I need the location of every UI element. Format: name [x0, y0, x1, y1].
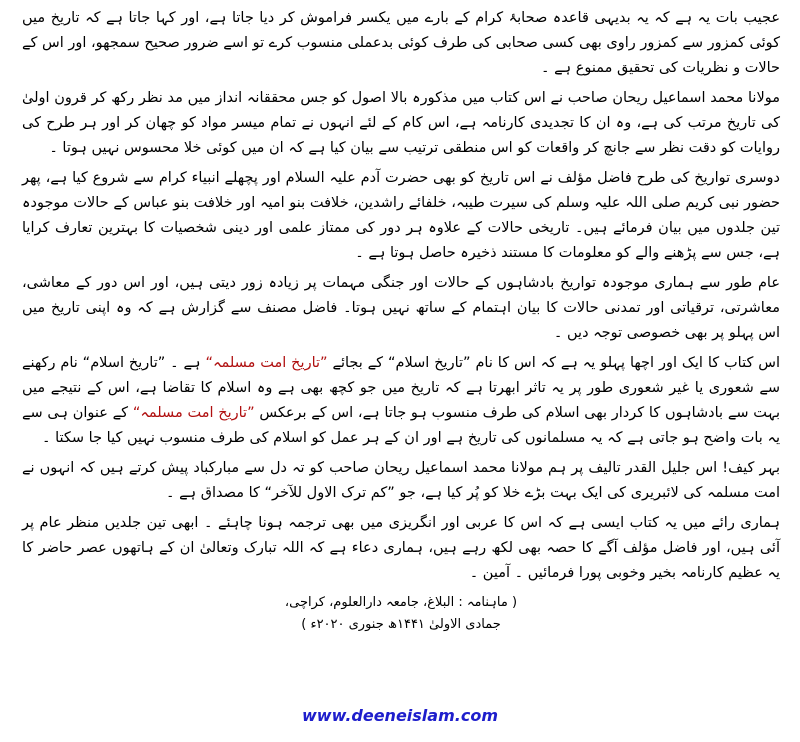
paragraph-5-part-3: کے عنوان ہی سے یہ بات واضح ہو جاتی ہے کہ یہ مسلمانوں کی تاریخ ہے اور ان کے ہر عمل کو اسلام کی طرف منسوب نہیں کیا جا سکتا ۔ [22, 405, 780, 446]
paragraph-5-part-1: اس کتاب کا ایک اور اچھا پہلو یہ ہے کہ اس کا نام ”تاریخ اسلام“ کے بجائے [327, 355, 781, 371]
paragraph-3: دوسری تواریخ کی طرح فاضل مؤلف نے اس تاریخ کو بھی حضرت آدم علیہ السلام اور پچھلے انبیاء کرام سے شروع کیا ہے، پھر حضور نبی کریم صلی اللہ علیہ وسلم کی سیرت طیبہ، خلفائے راشدین، خلافت بنو امیہ اور خلافت بنو عباس کے حالات موجودہ تین جلدوں میں بیان فرمائے ہیں۔ تاریخی حالات کے علاوہ ہر دور کی ممتاز علمی اور دینی شخصیات کا بہترین تعارف کرایا ہے، جس سے پڑھنے والے کو معلومات کا مستند ذخیرہ حاصل ہوتا ہے ۔ [22, 170, 780, 261]
paragraph-6: بہر کیف! اس جلیل القدر تالیف پر ہم مولانا محمد اسماعیل ریحان صاحب کو تہ دل سے مبارکباد پیش کرتے ہیں کہ انہوں نے امت مسلمہ کی لائبریری کی ایک بہت بڑے خلا کو پُر کیا ہے، جو ”کم ترک الاول للآخر“ کا مصداق ہے ۔ [22, 460, 780, 501]
article-body [22, 6, 780, 636]
book-title-highlight: ”تاریخ امت مسلمہ“ [205, 355, 328, 371]
paragraph-5-part-2: ہے ۔ ”تاریخ اسلام“ نام رکھنے سے شعوری یا غیر شعوری طور پر یہ تاثر ابھرتا ہے کہ تاریخ میں جو کچھ بھی ہے وہ اسلام کا تقاضا ہے، اس کے نتیجے میں بہت سے بادشاہوں کا کردار بھی اسلام کی طرف منسوب ہو جاتا ہے، اس کے برعکس [22, 355, 780, 421]
paragraph-4: عام طور سے ہماری موجودہ تواریخ بادشاہوں کے حالات اور جنگی مہمات پر زیادہ زور دیتی ہیں، اور اس دور کے معاشی، معاشرتی، ترقیاتی اور تمدنی حالات کا بیان اہتمام کے ساتھ نہیں ہوتا۔ فاضل مصنف سے گزارش ہے کہ وہ اپنی تاریخ میں اس پہلو پر بھی خصوصی توجہ دیں ۔ [22, 275, 780, 341]
paragraph-7: ہماری رائے میں یہ کتاب ایسی ہے کہ اس کا عربی اور انگریزی میں بھی ترجمہ ہونا چاہئے ۔ ابھی تین جلدیں منظر عام پر آئی ہیں، اور فاضل مؤلف آگے کا حصہ بھی لکھ رہے ہیں، ہماری دعاء ہے کہ اللہ تبارک وتعالیٰ ان کے ہاتھوں عصر حاضر کا یہ عظیم کارنامہ بخیر وخوبی پورا فرمائیں ۔ آمین ۔ [22, 515, 780, 581]
citation-source: ( ماہنامہ : البلاغ، جامعہ دارالعلوم، کراچی، [284, 595, 518, 610]
website-link[interactable]: www.deeneislam.com [302, 706, 498, 725]
citation-date: جمادی الاولیٰ ۱۴۴۱ھ جنوری ۲۰۲۰ء ) [301, 617, 501, 632]
book-title-highlight: ”تاریخ امت مسلمہ“ [132, 405, 255, 421]
paragraph-2: مولانا محمد اسماعیل ریحان صاحب نے اس کتاب میں مذکورہ بالا اصول کو جس محققانہ انداز میں مد نظر رکھ کر قرون اولیٰ کی تاریخ مرتب کی ہے، وہ ان کا تجدیدی کارنامہ ہے، اس کام کے لئے انہوں نے تمام میسر مواد کو چھان کر اور ہر طرح کی روایات کو دقت نظر سے جانچ کر واقعات کو اس منطقی ترتیب سے بیان کیا ہے کہ ان میں کوئی خلا محسوس نہیں ہوتا ۔ [22, 90, 780, 156]
paragraph-1: عجیب بات یہ ہے کہ یہ بدیہی قاعدہ صحابۂ کرام کے بارے میں یکسر فراموش کر دیا جاتا ہے، اور کہا جاتا ہے کہ تاریخ میں کوئی کمزور سے کمزور راوی بھی کسی صحابی کی طرف کوئی بدعملی منسوب کرے تو اسے ضرور صحیح سمجھو، اور اس کے حالات و نظریات کی تحقیق ممنوع ہے ۔ [22, 10, 780, 76]
paragraph-5 [22, 351, 780, 451]
